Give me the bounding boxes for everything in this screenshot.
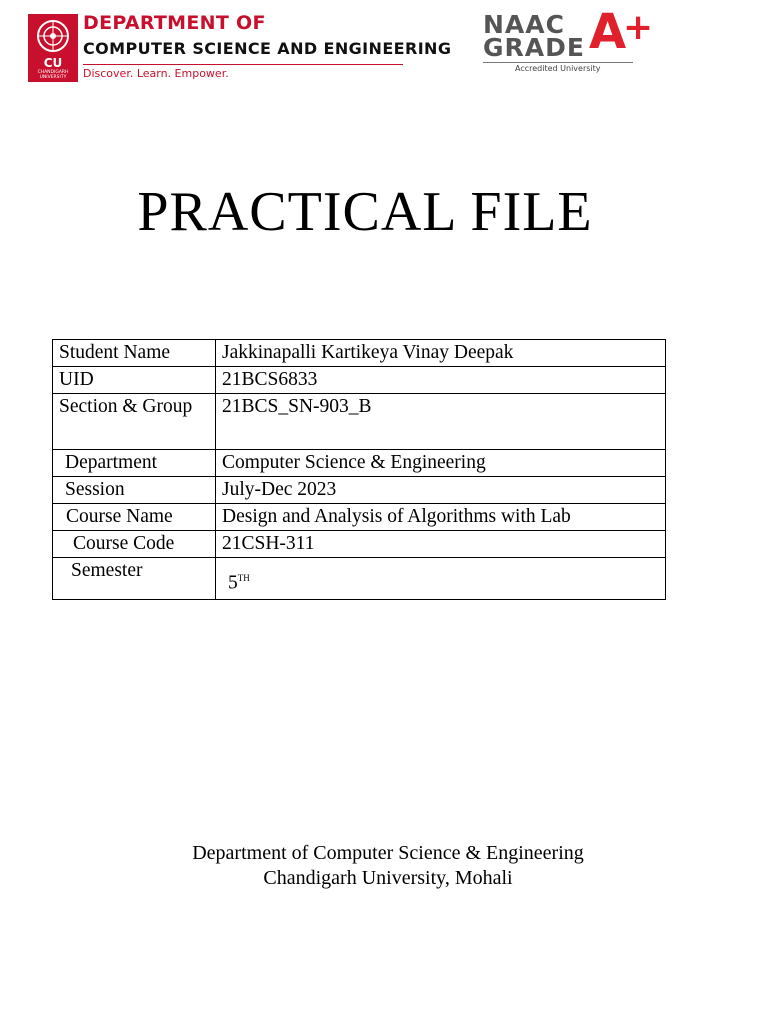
row-value: 21CSH-311 — [216, 531, 666, 558]
semester-number: 5 — [228, 572, 238, 594]
row-value: 21BCS_SN-903_B — [216, 394, 666, 450]
table-row — [53, 558, 666, 600]
row-label: Section & Group — [53, 394, 216, 450]
page-footer — [0, 841, 768, 891]
logo-subtext: CHANDIGARH UNIVERSITY — [37, 70, 69, 80]
row-label: Session — [53, 477, 216, 504]
row-value: Jakkinapalli Kartikeya Vinay Deepak — [216, 340, 666, 367]
table-row — [53, 477, 666, 504]
footer-department: Department of Computer Science & Engineering — [192, 842, 584, 864]
semester-suffix: TH — [237, 573, 250, 583]
row-label: Course Name — [53, 504, 216, 531]
grade-letter: A — [589, 4, 627, 60]
table-row — [53, 504, 666, 531]
header-divider — [83, 64, 403, 65]
emblem-icon — [36, 19, 70, 53]
row-label: Course Code — [53, 531, 216, 558]
cu-logo — [28, 14, 78, 82]
table-row — [53, 367, 666, 394]
student-info-table — [52, 339, 666, 600]
row-value: Design and Analysis of Algorithms with Lab — [216, 504, 666, 531]
page-header — [28, 4, 668, 86]
grade-plus: + — [623, 7, 654, 48]
naac-divider — [483, 62, 633, 63]
row-label: Department — [53, 450, 216, 477]
table-row — [53, 450, 666, 477]
page-title: PRACTICAL FILE — [137, 181, 593, 243]
naac-text: NAAC — [483, 10, 565, 39]
row-label: Student Name — [53, 340, 216, 367]
table-row — [53, 531, 666, 558]
row-value: 21BCS6833 — [216, 367, 666, 394]
naac-logo — [483, 4, 668, 86]
department-heading: DEPARTMENT OF — [83, 12, 266, 34]
row-label: UID — [53, 367, 216, 394]
logo-text: CU — [43, 56, 63, 70]
row-value — [216, 558, 666, 600]
table-row — [53, 340, 666, 367]
accredited-text: Accredited University — [515, 64, 601, 73]
table-row — [53, 394, 666, 450]
footer-university: Chandigarh University, Mohali — [263, 867, 513, 889]
row-value: July-Dec 2023 — [216, 477, 666, 504]
department-name: COMPUTER SCIENCE AND ENGINEERING — [83, 39, 452, 58]
row-label: Semester — [53, 558, 216, 600]
grade-text: GRADE — [483, 33, 585, 62]
tagline: Discover. Learn. Empower. — [83, 67, 229, 80]
row-value: Computer Science & Engineering — [216, 450, 666, 477]
